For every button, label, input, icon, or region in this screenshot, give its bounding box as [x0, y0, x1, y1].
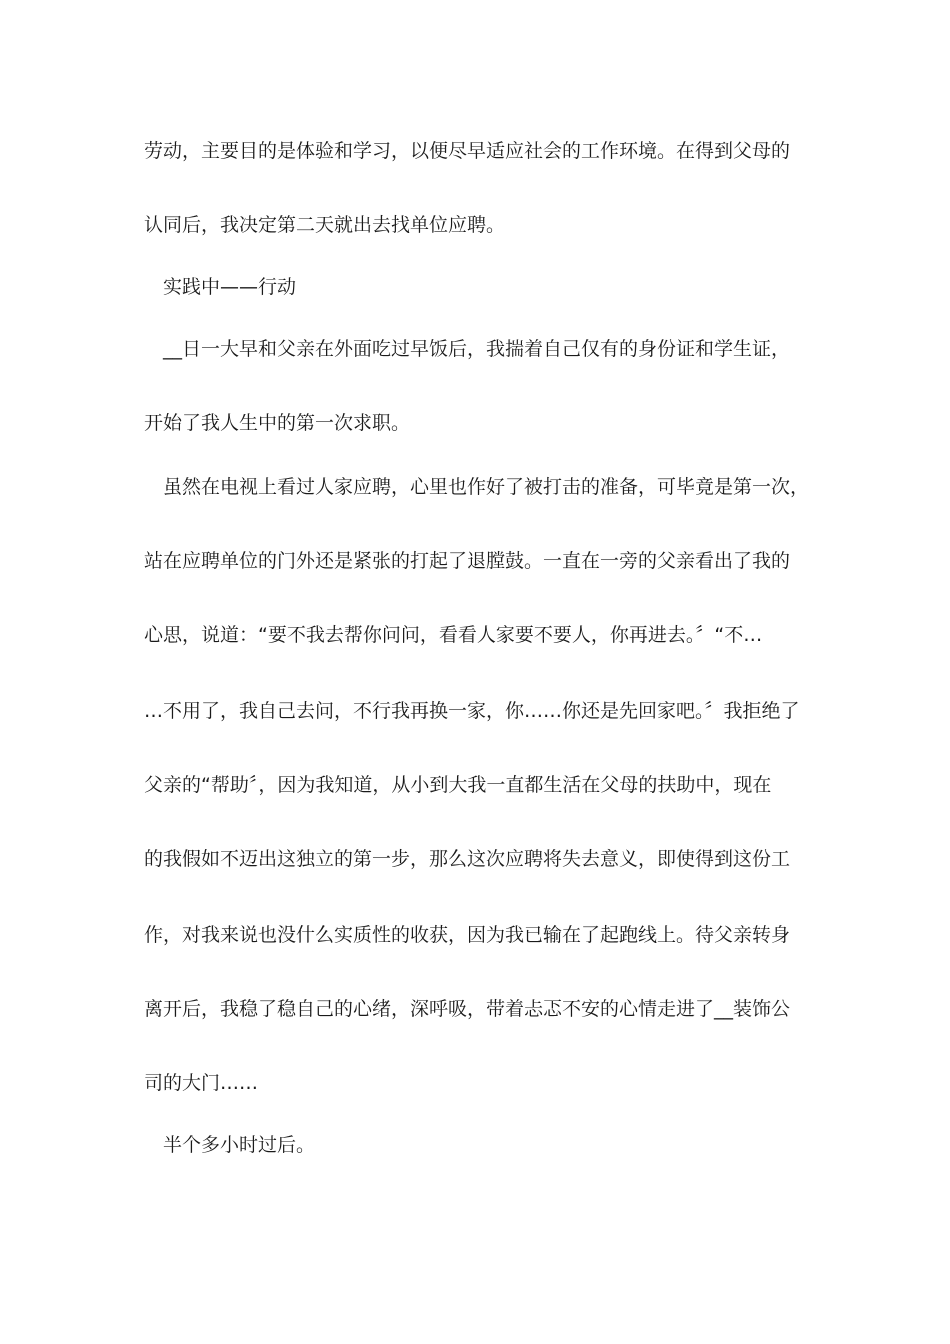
- text-line-7: 站在应聘单位的门外还是紧张的打起了退膛鼓。一直在一旁的父亲看出了我的: [144, 550, 791, 572]
- text-line-15: 半个多小时过后。: [163, 1134, 316, 1156]
- text-line-8: 心思，说道：“要不我去帮你问问，看看人家要不要人，你再进去。〞“不…: [144, 624, 763, 646]
- text-line-10: 父亲的“帮助〞，因为我知道，从小到大我一直都生活在父母的扶助中，现在: [144, 774, 772, 796]
- text-line-13: 离开后，我稳了稳自己的心绪，深呼吸，带着忐忑不安的心情走进了__装饰公: [144, 998, 791, 1020]
- text-line-9: …不用了，我自己去问，不行我再换一家，你……你还是先回家吧。〞我拒绝了: [144, 700, 800, 722]
- text-line-6: 虽然在电视上看过人家应聘，心里也作好了被打击的准备，可毕竟是第一次，: [163, 476, 810, 498]
- text-line-12: 作，对我来说也没什么实质性的收获，因为我已输在了起跑线上。待父亲转身: [144, 924, 791, 946]
- text-line-1: 劳动，主要目的是体验和学习，以便尽早适应社会的工作环境。在得到父母的: [144, 140, 791, 162]
- section-heading: 实践中——行动: [163, 276, 297, 298]
- text-line-5: 开始了我人生中的第一次求职。: [144, 412, 411, 434]
- text-line-14: 司的大门……: [144, 1072, 259, 1094]
- text-line-11: 的我假如不迈出这独立的第一步，那么这次应聘将失去意义，即使得到这份工: [144, 848, 791, 870]
- text-line-4: __日一大早和父亲在外面吃过早饭后，我揣着自己仅有的身份证和学生证，: [163, 338, 791, 360]
- text-line-2: 认同后，我决定第二天就出去找单位应聘。: [144, 214, 506, 236]
